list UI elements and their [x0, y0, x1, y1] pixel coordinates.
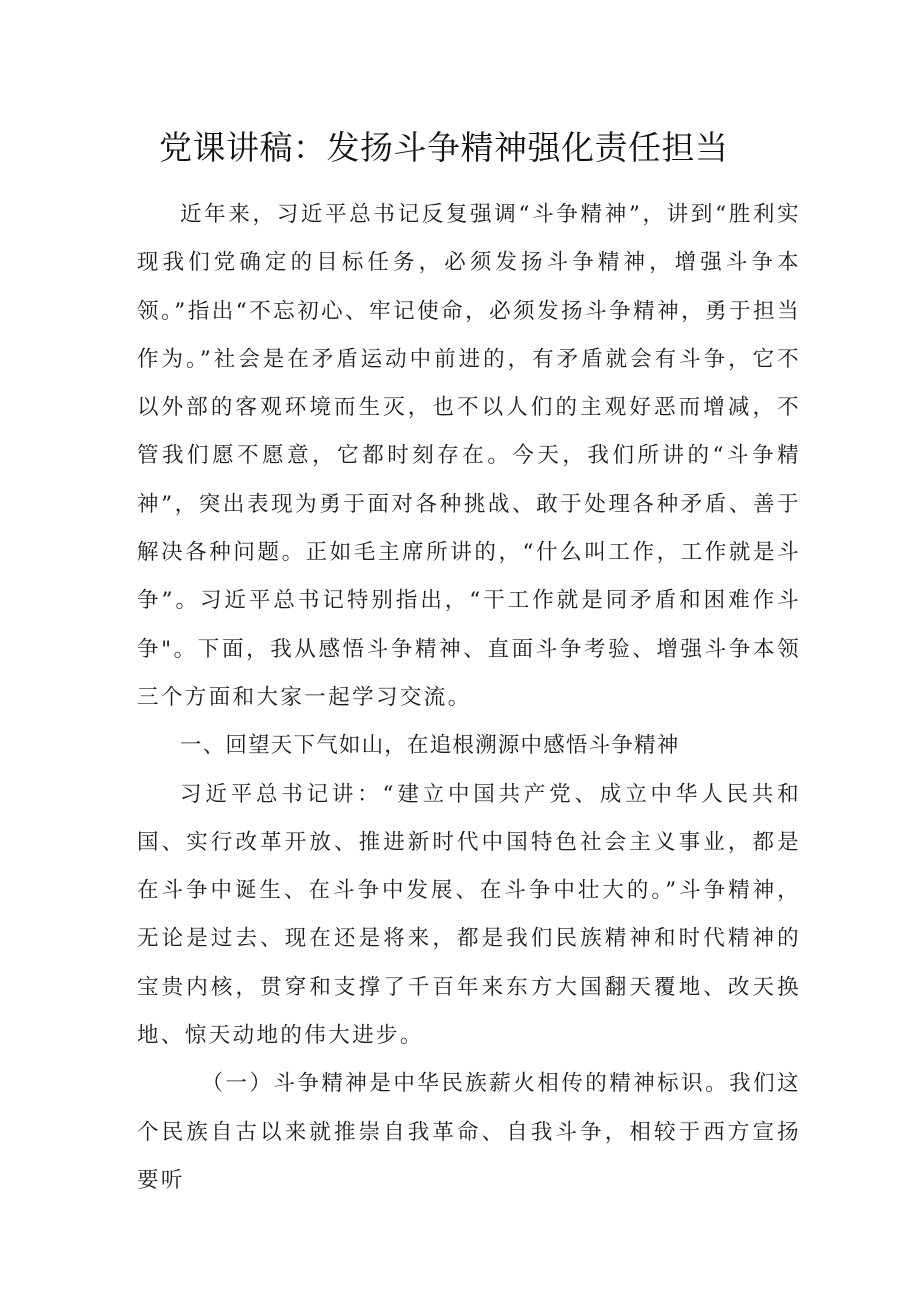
intro-paragraph: 近年来，习近平总书记反复强调“斗争精神”，讲到“胜利实现我们党确定的目标任务，必须发扬斗争精神，增强斗争本领。”指出“不忘初心、牢记使命，必须发扬斗争精神，勇于担当作为。”社会是在矛盾运动中前进的，有矛盾就会有斗争，它不以外部的客观环境而生灭，也不以人们的主观好恶而增减，不管我们愿不愿意，它都时刻存在。今天，我们所讲的“斗争精神”，突出表现为勇于面对各种挑战、敢于处理各种矛盾、善于解决各种问题。正如毛主席所讲的，“什么叫工作，工作就是斗争”。习近平总书记特别指出，“干工作就是同矛盾和困难作斗争"。下面，我从感悟斗争精神、直面斗争考验、增强斗争本领三个方面和大家一起学习交流。 [137, 202, 801, 710]
subsection-1-paragraph: （一）斗争精神是中华民族薪火相传的精神标识。我们这个民族自古以来就推崇自我革命、自我斗争，相较于西方宣扬要听 [137, 1071, 801, 1193]
section-1-paragraph: 习近平总书记讲：“建立中国共产党、成立中华人民共和国、实行改革开放、推进新时代中国特色社会主义事业，都是在斗争中诞生、在斗争中发展、在斗争中壮大的。”斗争精神，无论是过去、现在还是将来，都是我们民族精神和时代精神的宝贵内核，贯穿和支撑了千百年来东方大国翻天覆地、改天换地、惊天动地的伟大进步。 [137, 781, 801, 1049]
document-title: 党课讲稿：发扬斗争精神强化责任担当 [159, 128, 729, 167]
document-body [137, 191, 801, 1205]
section-heading-1: 一、回望天下气如山，在追根溯源中感悟斗争精神 [180, 733, 680, 759]
